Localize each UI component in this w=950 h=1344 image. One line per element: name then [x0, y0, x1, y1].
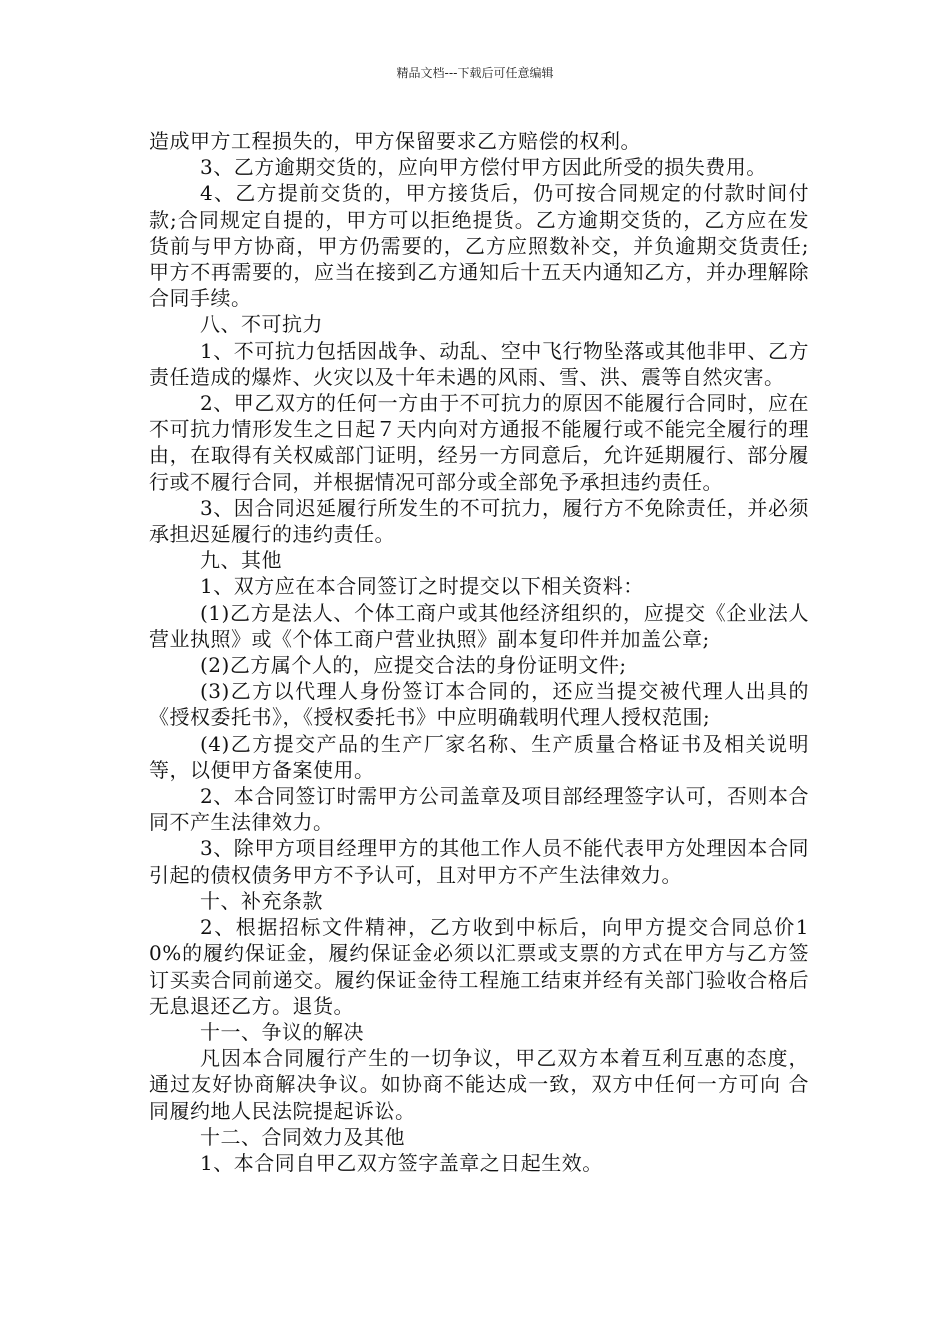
paragraph-other-1-item-1: (1)乙方是法人、个体工商户或其他经济组织的，应提交《企业法人营业执照》或《个体工商户营业执照》副本复印件并加盖公章; [149, 600, 809, 651]
paragraph-early-delivery: 4、乙方提前交货的，甲方接货后，仍可按合同规定的付款时间付款;合同规定自提的，甲方可以拒绝提货。乙方逾期交货的，乙方应在发货前与甲方协商，甲方仍需要的，乙方应照数补交，并负逾期交货责任;甲方不再需要的，应当在接到乙方通知后十五天内通知乙方，并办理解除合同手续。 [149, 181, 809, 311]
page-header: 精品文档---下载后可任意编辑 [396, 66, 554, 80]
paragraph-supplementary-2: 2、根据招标文件精神，乙方收到中标后，向甲方提交合同总价10%的履约保证金，履约保证金必须以汇票或支票的方式在甲方与乙方签订买卖合同前递交。履约保证金待工程施工结束并经有关部门验收合格后无息退还乙方。退货。 [149, 915, 809, 1018]
paragraph-force-majeure-1: 1、不可抗力包括因战争、动乱、空中飞行物坠落或其他非甲、乙方责任造成的爆炸、火灾以及十年未遇的风雨、雪、洪、震等自然灾害。 [149, 338, 809, 389]
paragraph-effect-1: 1、本合同自甲乙双方签字盖章之日起生效。 [200, 1150, 603, 1175]
section-heading-effect: 十二、合同效力及其他 [200, 1124, 405, 1149]
section-heading-force-majeure: 八、不可抗力 [200, 312, 323, 337]
paragraph-other-1-item-4: (4)乙方提交产品的生产厂家名称、生产质量合格证书及相关说明等，以便甲方备案使用。 [149, 731, 809, 782]
paragraph-other-3: 3、除甲方项目经理甲方的其他工作人员不能代表甲方处理因本合同引起的债权债务甲方不予认可，且对甲方不产生法律效力。 [149, 836, 809, 887]
paragraph-other-1: 1、双方应在本合同签订之时提交以下相关资料： [200, 574, 644, 599]
paragraph-force-majeure-2: 2、甲乙双方的任何一方由于不可抗力的原因不能履行合同时，应在不可抗力情形发生之日起７天内向对方通报不能履行或不能完全履行的理由，在取得有关权威部门证明，经另一方同意后，允许延期履行、部分履行或不履行合同，并根据情况可部分或全部免予承担违约责任。 [149, 391, 809, 494]
section-heading-dispute: 十一、争议的解决 [200, 1019, 364, 1044]
paragraph-late-delivery: 3、乙方逾期交货的，应向甲方偿付甲方因此所受的损失费用。 [200, 155, 767, 180]
paragraph-dispute: 凡因本合同履行产生的一切争议，甲乙双方本着互利互惠的态度，通过友好协商解决争议。如协商不能达成一致，双方中任何一方可向 合同履约地人民法院提起诉讼。 [149, 1046, 809, 1123]
paragraph-other-2: 2、本合同签订时需甲方公司盖章及项目部经理签字认可，否则本合同不产生法律效力。 [149, 784, 809, 835]
section-heading-supplementary: 十、补充条款 [200, 888, 323, 913]
paragraph-continuation: 造成甲方工程损失的，甲方保留要求乙方赔偿的权利。 [149, 129, 641, 153]
document-body [149, 128, 809, 1176]
paragraph-other-1-item-2: (2)乙方属个人的，应提交合法的身份证明文件; [200, 653, 627, 678]
paragraph-other-1-item-3: (3)乙方以代理人身份签订本合同的，还应当提交被代理人出具的《授权委托书》，《授权委托书》中应明确载明代理人授权范围; [149, 679, 809, 730]
section-heading-other: 九、其他 [200, 548, 282, 573]
paragraph-force-majeure-3: 3、因合同迟延履行所发生的不可抗力，履行方不免除责任，并必须承担迟延履行的违约责任。 [149, 495, 809, 547]
